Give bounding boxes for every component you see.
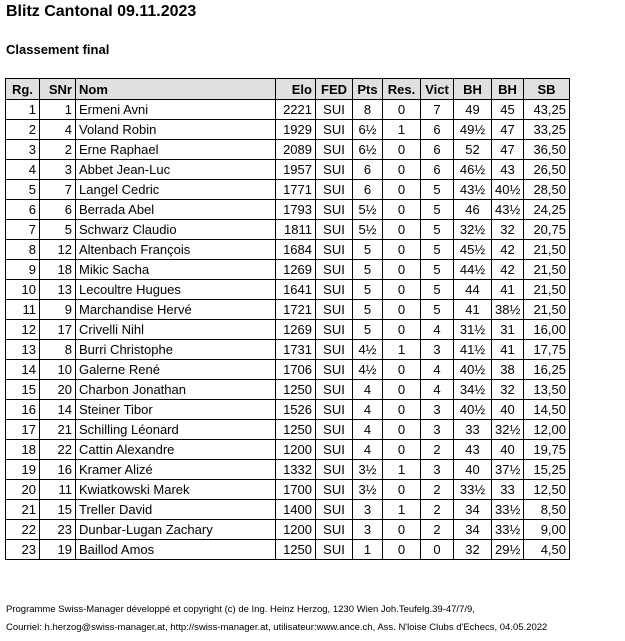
cell-name: Schilling Léonard bbox=[76, 420, 276, 440]
cell-bh2: 40 bbox=[492, 400, 524, 420]
cell-name: Altenbach François bbox=[76, 240, 276, 260]
cell-bh1: 44½ bbox=[454, 260, 492, 280]
col-header-pts: Pts bbox=[353, 79, 383, 100]
cell-elo: 1731 bbox=[276, 340, 316, 360]
cell-vict: 5 bbox=[421, 300, 454, 320]
table-row bbox=[6, 220, 570, 240]
cell-fed: SUI bbox=[316, 340, 353, 360]
cell-rank: 12 bbox=[6, 320, 40, 340]
cell-sb: 13,50 bbox=[524, 380, 570, 400]
table-row bbox=[6, 340, 570, 360]
cell-bh1: 46 bbox=[454, 200, 492, 220]
cell-pts: 5 bbox=[353, 280, 383, 300]
table-row bbox=[6, 240, 570, 260]
cell-bh2: 47 bbox=[492, 120, 524, 140]
cell-bh2: 38 bbox=[492, 360, 524, 380]
cell-snr: 11 bbox=[40, 480, 76, 500]
page-title: Blitz Cantonal 09.11.2023 bbox=[6, 3, 197, 20]
cell-bh2: 43 bbox=[492, 160, 524, 180]
cell-pts: 6½ bbox=[353, 120, 383, 140]
cell-res: 0 bbox=[383, 220, 421, 240]
cell-bh1: 34 bbox=[454, 500, 492, 520]
cell-rank: 15 bbox=[6, 380, 40, 400]
cell-res: 0 bbox=[383, 440, 421, 460]
cell-bh2: 42 bbox=[492, 240, 524, 260]
cell-sb: 20,75 bbox=[524, 220, 570, 240]
cell-res: 0 bbox=[383, 100, 421, 120]
table-row bbox=[6, 540, 570, 560]
cell-fed: SUI bbox=[316, 240, 353, 260]
cell-res: 0 bbox=[383, 400, 421, 420]
cell-rank: 2 bbox=[6, 120, 40, 140]
cell-fed: SUI bbox=[316, 400, 353, 420]
cell-sb: 19,75 bbox=[524, 440, 570, 460]
cell-elo: 1250 bbox=[276, 540, 316, 560]
table-row bbox=[6, 120, 570, 140]
cell-pts: 5 bbox=[353, 300, 383, 320]
cell-bh2: 33 bbox=[492, 480, 524, 500]
cell-sb: 21,50 bbox=[524, 240, 570, 260]
cell-snr: 22 bbox=[40, 440, 76, 460]
cell-vict: 3 bbox=[421, 460, 454, 480]
cell-snr: 4 bbox=[40, 120, 76, 140]
cell-elo: 1706 bbox=[276, 360, 316, 380]
cell-vict: 2 bbox=[421, 500, 454, 520]
cell-vict: 2 bbox=[421, 520, 454, 540]
cell-fed: SUI bbox=[316, 320, 353, 340]
cell-snr: 9 bbox=[40, 300, 76, 320]
cell-elo: 1771 bbox=[276, 180, 316, 200]
cell-fed: SUI bbox=[316, 140, 353, 160]
cell-bh2: 31 bbox=[492, 320, 524, 340]
cell-res: 1 bbox=[383, 460, 421, 480]
cell-bh2: 47 bbox=[492, 140, 524, 160]
col-header-fed: FED bbox=[316, 79, 353, 100]
cell-fed: SUI bbox=[316, 200, 353, 220]
cell-fed: SUI bbox=[316, 120, 353, 140]
cell-sb: 28,50 bbox=[524, 180, 570, 200]
cell-rank: 13 bbox=[6, 340, 40, 360]
footer bbox=[6, 601, 547, 637]
cell-snr: 7 bbox=[40, 180, 76, 200]
table-row bbox=[6, 440, 570, 460]
cell-bh1: 34½ bbox=[454, 380, 492, 400]
cell-name: Langel Cedric bbox=[76, 180, 276, 200]
cell-name: Voland Robin bbox=[76, 120, 276, 140]
table-row bbox=[6, 140, 570, 160]
cell-rank: 6 bbox=[6, 200, 40, 220]
cell-elo: 1332 bbox=[276, 460, 316, 480]
cell-rank: 17 bbox=[6, 420, 40, 440]
cell-rank: 11 bbox=[6, 300, 40, 320]
cell-sb: 17,75 bbox=[524, 340, 570, 360]
cell-vict: 6 bbox=[421, 120, 454, 140]
cell-elo: 1811 bbox=[276, 220, 316, 240]
col-header-vict: Vict bbox=[421, 79, 454, 100]
table-row bbox=[6, 320, 570, 340]
cell-snr: 13 bbox=[40, 280, 76, 300]
cell-vict: 2 bbox=[421, 480, 454, 500]
cell-snr: 19 bbox=[40, 540, 76, 560]
cell-snr: 20 bbox=[40, 380, 76, 400]
cell-snr: 12 bbox=[40, 240, 76, 260]
cell-rank: 7 bbox=[6, 220, 40, 240]
cell-bh1: 33½ bbox=[454, 480, 492, 500]
table-row bbox=[6, 180, 570, 200]
cell-res: 0 bbox=[383, 260, 421, 280]
cell-snr: 2 bbox=[40, 140, 76, 160]
cell-res: 0 bbox=[383, 280, 421, 300]
cell-name: Erne Raphael bbox=[76, 140, 276, 160]
cell-vict: 4 bbox=[421, 380, 454, 400]
col-header-bh1: BH bbox=[454, 79, 492, 100]
cell-elo: 1250 bbox=[276, 380, 316, 400]
cell-bh1: 34 bbox=[454, 520, 492, 540]
cell-bh2: 33½ bbox=[492, 520, 524, 540]
cell-pts: 4 bbox=[353, 440, 383, 460]
cell-name: Galerne René bbox=[76, 360, 276, 380]
cell-bh1: 44 bbox=[454, 280, 492, 300]
cell-fed: SUI bbox=[316, 420, 353, 440]
cell-elo: 1793 bbox=[276, 200, 316, 220]
cell-pts: 8 bbox=[353, 100, 383, 120]
table-row bbox=[6, 400, 570, 420]
cell-name: Mikic Sacha bbox=[76, 260, 276, 280]
cell-rank: 14 bbox=[6, 360, 40, 380]
cell-pts: 1 bbox=[353, 540, 383, 560]
cell-rank: 8 bbox=[6, 240, 40, 260]
page-subtitle: Classement final bbox=[6, 42, 110, 57]
cell-res: 0 bbox=[383, 300, 421, 320]
cell-name: Berrada Abel bbox=[76, 200, 276, 220]
cell-sb: 21,50 bbox=[524, 300, 570, 320]
cell-bh1: 43½ bbox=[454, 180, 492, 200]
cell-name: Schwarz Claudio bbox=[76, 220, 276, 240]
cell-name: Dunbar-Lugan Zachary bbox=[76, 520, 276, 540]
col-header-snr: SNr bbox=[40, 79, 76, 100]
standings-table bbox=[5, 78, 570, 560]
cell-fed: SUI bbox=[316, 280, 353, 300]
cell-rank: 3 bbox=[6, 140, 40, 160]
cell-sb: 14,50 bbox=[524, 400, 570, 420]
cell-bh1: 40½ bbox=[454, 400, 492, 420]
col-header-name: Nom bbox=[76, 79, 276, 100]
cell-snr: 10 bbox=[40, 360, 76, 380]
cell-bh1: 31½ bbox=[454, 320, 492, 340]
cell-pts: 5½ bbox=[353, 200, 383, 220]
col-header-sb: SB bbox=[524, 79, 570, 100]
cell-name: Cattin Alexandre bbox=[76, 440, 276, 460]
cell-bh2: 40½ bbox=[492, 180, 524, 200]
col-header-bh2: BH bbox=[492, 79, 524, 100]
cell-elo: 1200 bbox=[276, 520, 316, 540]
cell-elo: 1721 bbox=[276, 300, 316, 320]
cell-fed: SUI bbox=[316, 520, 353, 540]
cell-pts: 4 bbox=[353, 380, 383, 400]
table-row bbox=[6, 300, 570, 320]
cell-snr: 15 bbox=[40, 500, 76, 520]
cell-vict: 5 bbox=[421, 220, 454, 240]
cell-pts: 6 bbox=[353, 160, 383, 180]
cell-vict: 4 bbox=[421, 320, 454, 340]
cell-name: Kramer Alizé bbox=[76, 460, 276, 480]
standings-body bbox=[6, 100, 570, 560]
table-row bbox=[6, 520, 570, 540]
cell-bh2: 45 bbox=[492, 100, 524, 120]
cell-sb: 33,25 bbox=[524, 120, 570, 140]
cell-sb: 12,00 bbox=[524, 420, 570, 440]
cell-snr: 3 bbox=[40, 160, 76, 180]
col-header-elo: Elo bbox=[276, 79, 316, 100]
cell-vict: 6 bbox=[421, 140, 454, 160]
cell-name: Kwiatkowski Marek bbox=[76, 480, 276, 500]
cell-elo: 1200 bbox=[276, 440, 316, 460]
cell-fed: SUI bbox=[316, 360, 353, 380]
cell-snr: 21 bbox=[40, 420, 76, 440]
table-row bbox=[6, 260, 570, 280]
cell-bh2: 41 bbox=[492, 280, 524, 300]
cell-snr: 5 bbox=[40, 220, 76, 240]
cell-snr: 8 bbox=[40, 340, 76, 360]
cell-res: 1 bbox=[383, 340, 421, 360]
cell-bh1: 43 bbox=[454, 440, 492, 460]
cell-vict: 3 bbox=[421, 400, 454, 420]
cell-bh2: 42 bbox=[492, 260, 524, 280]
cell-elo: 1929 bbox=[276, 120, 316, 140]
cell-vict: 5 bbox=[421, 260, 454, 280]
cell-bh1: 49½ bbox=[454, 120, 492, 140]
cell-pts: 5 bbox=[353, 320, 383, 340]
cell-fed: SUI bbox=[316, 260, 353, 280]
cell-rank: 4 bbox=[6, 160, 40, 180]
cell-res: 0 bbox=[383, 520, 421, 540]
cell-bh1: 32 bbox=[454, 540, 492, 560]
table-row bbox=[6, 460, 570, 480]
cell-elo: 1400 bbox=[276, 500, 316, 520]
table-row bbox=[6, 380, 570, 400]
cell-bh1: 52 bbox=[454, 140, 492, 160]
cell-name: Burri Christophe bbox=[76, 340, 276, 360]
cell-bh2: 29½ bbox=[492, 540, 524, 560]
cell-elo: 1684 bbox=[276, 240, 316, 260]
cell-name: Marchandise Hervé bbox=[76, 300, 276, 320]
cell-bh1: 41½ bbox=[454, 340, 492, 360]
cell-vict: 0 bbox=[421, 540, 454, 560]
table-row bbox=[6, 360, 570, 380]
cell-sb: 43,25 bbox=[524, 100, 570, 120]
cell-sb: 9,00 bbox=[524, 520, 570, 540]
cell-sb: 15,25 bbox=[524, 460, 570, 480]
cell-name: Baillod Amos bbox=[76, 540, 276, 560]
cell-bh1: 49 bbox=[454, 100, 492, 120]
cell-res: 0 bbox=[383, 140, 421, 160]
cell-sb: 36,50 bbox=[524, 140, 570, 160]
cell-snr: 1 bbox=[40, 100, 76, 120]
cell-res: 0 bbox=[383, 420, 421, 440]
cell-name: Ermeni Avni bbox=[76, 100, 276, 120]
cell-res: 0 bbox=[383, 320, 421, 340]
cell-sb: 12,50 bbox=[524, 480, 570, 500]
cell-elo: 1269 bbox=[276, 260, 316, 280]
cell-bh1: 46½ bbox=[454, 160, 492, 180]
cell-res: 0 bbox=[383, 200, 421, 220]
cell-rank: 16 bbox=[6, 400, 40, 420]
cell-bh2: 33½ bbox=[492, 500, 524, 520]
cell-vict: 3 bbox=[421, 420, 454, 440]
cell-vict: 5 bbox=[421, 280, 454, 300]
cell-name: Treller David bbox=[76, 500, 276, 520]
cell-rank: 20 bbox=[6, 480, 40, 500]
footer-line-1: Programme Swiss-Manager développé et copyright (c) de Ing. Heinz Herzog, 1230 Wien Joh.Teufelg.39-47/7/9, bbox=[6, 604, 475, 615]
cell-fed: SUI bbox=[316, 100, 353, 120]
cell-vict: 6 bbox=[421, 160, 454, 180]
cell-res: 1 bbox=[383, 120, 421, 140]
cell-elo: 1526 bbox=[276, 400, 316, 420]
cell-vict: 5 bbox=[421, 200, 454, 220]
header-row bbox=[6, 79, 570, 100]
cell-sb: 8,50 bbox=[524, 500, 570, 520]
cell-vict: 4 bbox=[421, 360, 454, 380]
col-header-rank: Rg. bbox=[6, 79, 40, 100]
table-row bbox=[6, 280, 570, 300]
cell-rank: 21 bbox=[6, 500, 40, 520]
cell-rank: 19 bbox=[6, 460, 40, 480]
cell-fed: SUI bbox=[316, 480, 353, 500]
cell-res: 0 bbox=[383, 180, 421, 200]
cell-fed: SUI bbox=[316, 300, 353, 320]
cell-fed: SUI bbox=[316, 460, 353, 480]
cell-res: 0 bbox=[383, 160, 421, 180]
cell-elo: 1250 bbox=[276, 420, 316, 440]
cell-pts: 6 bbox=[353, 180, 383, 200]
cell-bh1: 32½ bbox=[454, 220, 492, 240]
cell-elo: 1700 bbox=[276, 480, 316, 500]
table-row bbox=[6, 420, 570, 440]
cell-snr: 17 bbox=[40, 320, 76, 340]
cell-rank: 18 bbox=[6, 440, 40, 460]
cell-snr: 23 bbox=[40, 520, 76, 540]
cell-pts: 6½ bbox=[353, 140, 383, 160]
cell-sb: 16,00 bbox=[524, 320, 570, 340]
cell-vict: 5 bbox=[421, 240, 454, 260]
cell-sb: 21,50 bbox=[524, 280, 570, 300]
table-row bbox=[6, 500, 570, 520]
cell-bh2: 37½ bbox=[492, 460, 524, 480]
cell-res: 1 bbox=[383, 500, 421, 520]
cell-elo: 1641 bbox=[276, 280, 316, 300]
cell-sb: 26,50 bbox=[524, 160, 570, 180]
cell-bh2: 41 bbox=[492, 340, 524, 360]
col-header-res: Res. bbox=[383, 79, 421, 100]
cell-res: 0 bbox=[383, 240, 421, 260]
cell-bh2: 32 bbox=[492, 380, 524, 400]
cell-snr: 6 bbox=[40, 200, 76, 220]
cell-fed: SUI bbox=[316, 440, 353, 460]
cell-bh1: 40 bbox=[454, 460, 492, 480]
cell-vict: 5 bbox=[421, 180, 454, 200]
cell-res: 0 bbox=[383, 380, 421, 400]
cell-pts: 4 bbox=[353, 400, 383, 420]
cell-sb: 24,25 bbox=[524, 200, 570, 220]
cell-bh2: 32 bbox=[492, 220, 524, 240]
cell-rank: 22 bbox=[6, 520, 40, 540]
cell-fed: SUI bbox=[316, 160, 353, 180]
cell-rank: 23 bbox=[6, 540, 40, 560]
cell-pts: 5½ bbox=[353, 220, 383, 240]
cell-fed: SUI bbox=[316, 500, 353, 520]
table-row bbox=[6, 100, 570, 120]
cell-elo: 2089 bbox=[276, 140, 316, 160]
cell-pts: 3½ bbox=[353, 460, 383, 480]
cell-snr: 16 bbox=[40, 460, 76, 480]
cell-elo: 1269 bbox=[276, 320, 316, 340]
cell-fed: SUI bbox=[316, 380, 353, 400]
footer-line-2: Courriel: h.herzog@swiss-manager.at, http://swiss-manager.at, utilisateur:www.ance.ch, Ass. N'loise Clubs d'Echecs, 04.05.2022 bbox=[6, 622, 548, 633]
cell-bh2: 32½ bbox=[492, 420, 524, 440]
cell-snr: 14 bbox=[40, 400, 76, 420]
cell-pts: 4½ bbox=[353, 360, 383, 380]
table-row bbox=[6, 200, 570, 220]
cell-res: 0 bbox=[383, 360, 421, 380]
cell-pts: 3 bbox=[353, 520, 383, 540]
cell-bh2: 43½ bbox=[492, 200, 524, 220]
table-row bbox=[6, 480, 570, 500]
cell-rank: 5 bbox=[6, 180, 40, 200]
cell-bh2: 40 bbox=[492, 440, 524, 460]
cell-fed: SUI bbox=[316, 540, 353, 560]
cell-name: Lecoultre Hugues bbox=[76, 280, 276, 300]
cell-pts: 3 bbox=[353, 500, 383, 520]
cell-vict: 2 bbox=[421, 440, 454, 460]
cell-bh1: 40½ bbox=[454, 360, 492, 380]
cell-bh2: 38½ bbox=[492, 300, 524, 320]
cell-sb: 21,50 bbox=[524, 260, 570, 280]
cell-name: Steiner Tibor bbox=[76, 400, 276, 420]
cell-fed: SUI bbox=[316, 180, 353, 200]
cell-vict: 7 bbox=[421, 100, 454, 120]
cell-res: 0 bbox=[383, 480, 421, 500]
cell-bh1: 45½ bbox=[454, 240, 492, 260]
cell-pts: 4½ bbox=[353, 340, 383, 360]
table-row bbox=[6, 160, 570, 180]
cell-pts: 5 bbox=[353, 240, 383, 260]
cell-name: Abbet Jean-Luc bbox=[76, 160, 276, 180]
cell-sb: 16,25 bbox=[524, 360, 570, 380]
cell-pts: 3½ bbox=[353, 480, 383, 500]
cell-pts: 5 bbox=[353, 260, 383, 280]
cell-pts: 4 bbox=[353, 420, 383, 440]
cell-bh1: 41 bbox=[454, 300, 492, 320]
cell-rank: 1 bbox=[6, 100, 40, 120]
cell-fed: SUI bbox=[316, 220, 353, 240]
cell-res: 0 bbox=[383, 540, 421, 560]
cell-snr: 18 bbox=[40, 260, 76, 280]
cell-rank: 10 bbox=[6, 280, 40, 300]
cell-sb: 4,50 bbox=[524, 540, 570, 560]
cell-vict: 3 bbox=[421, 340, 454, 360]
cell-elo: 2221 bbox=[276, 100, 316, 120]
cell-bh1: 33 bbox=[454, 420, 492, 440]
cell-rank: 9 bbox=[6, 260, 40, 280]
cell-name: Crivelli Nihl bbox=[76, 320, 276, 340]
cell-elo: 1957 bbox=[276, 160, 316, 180]
cell-name: Charbon Jonathan bbox=[76, 380, 276, 400]
